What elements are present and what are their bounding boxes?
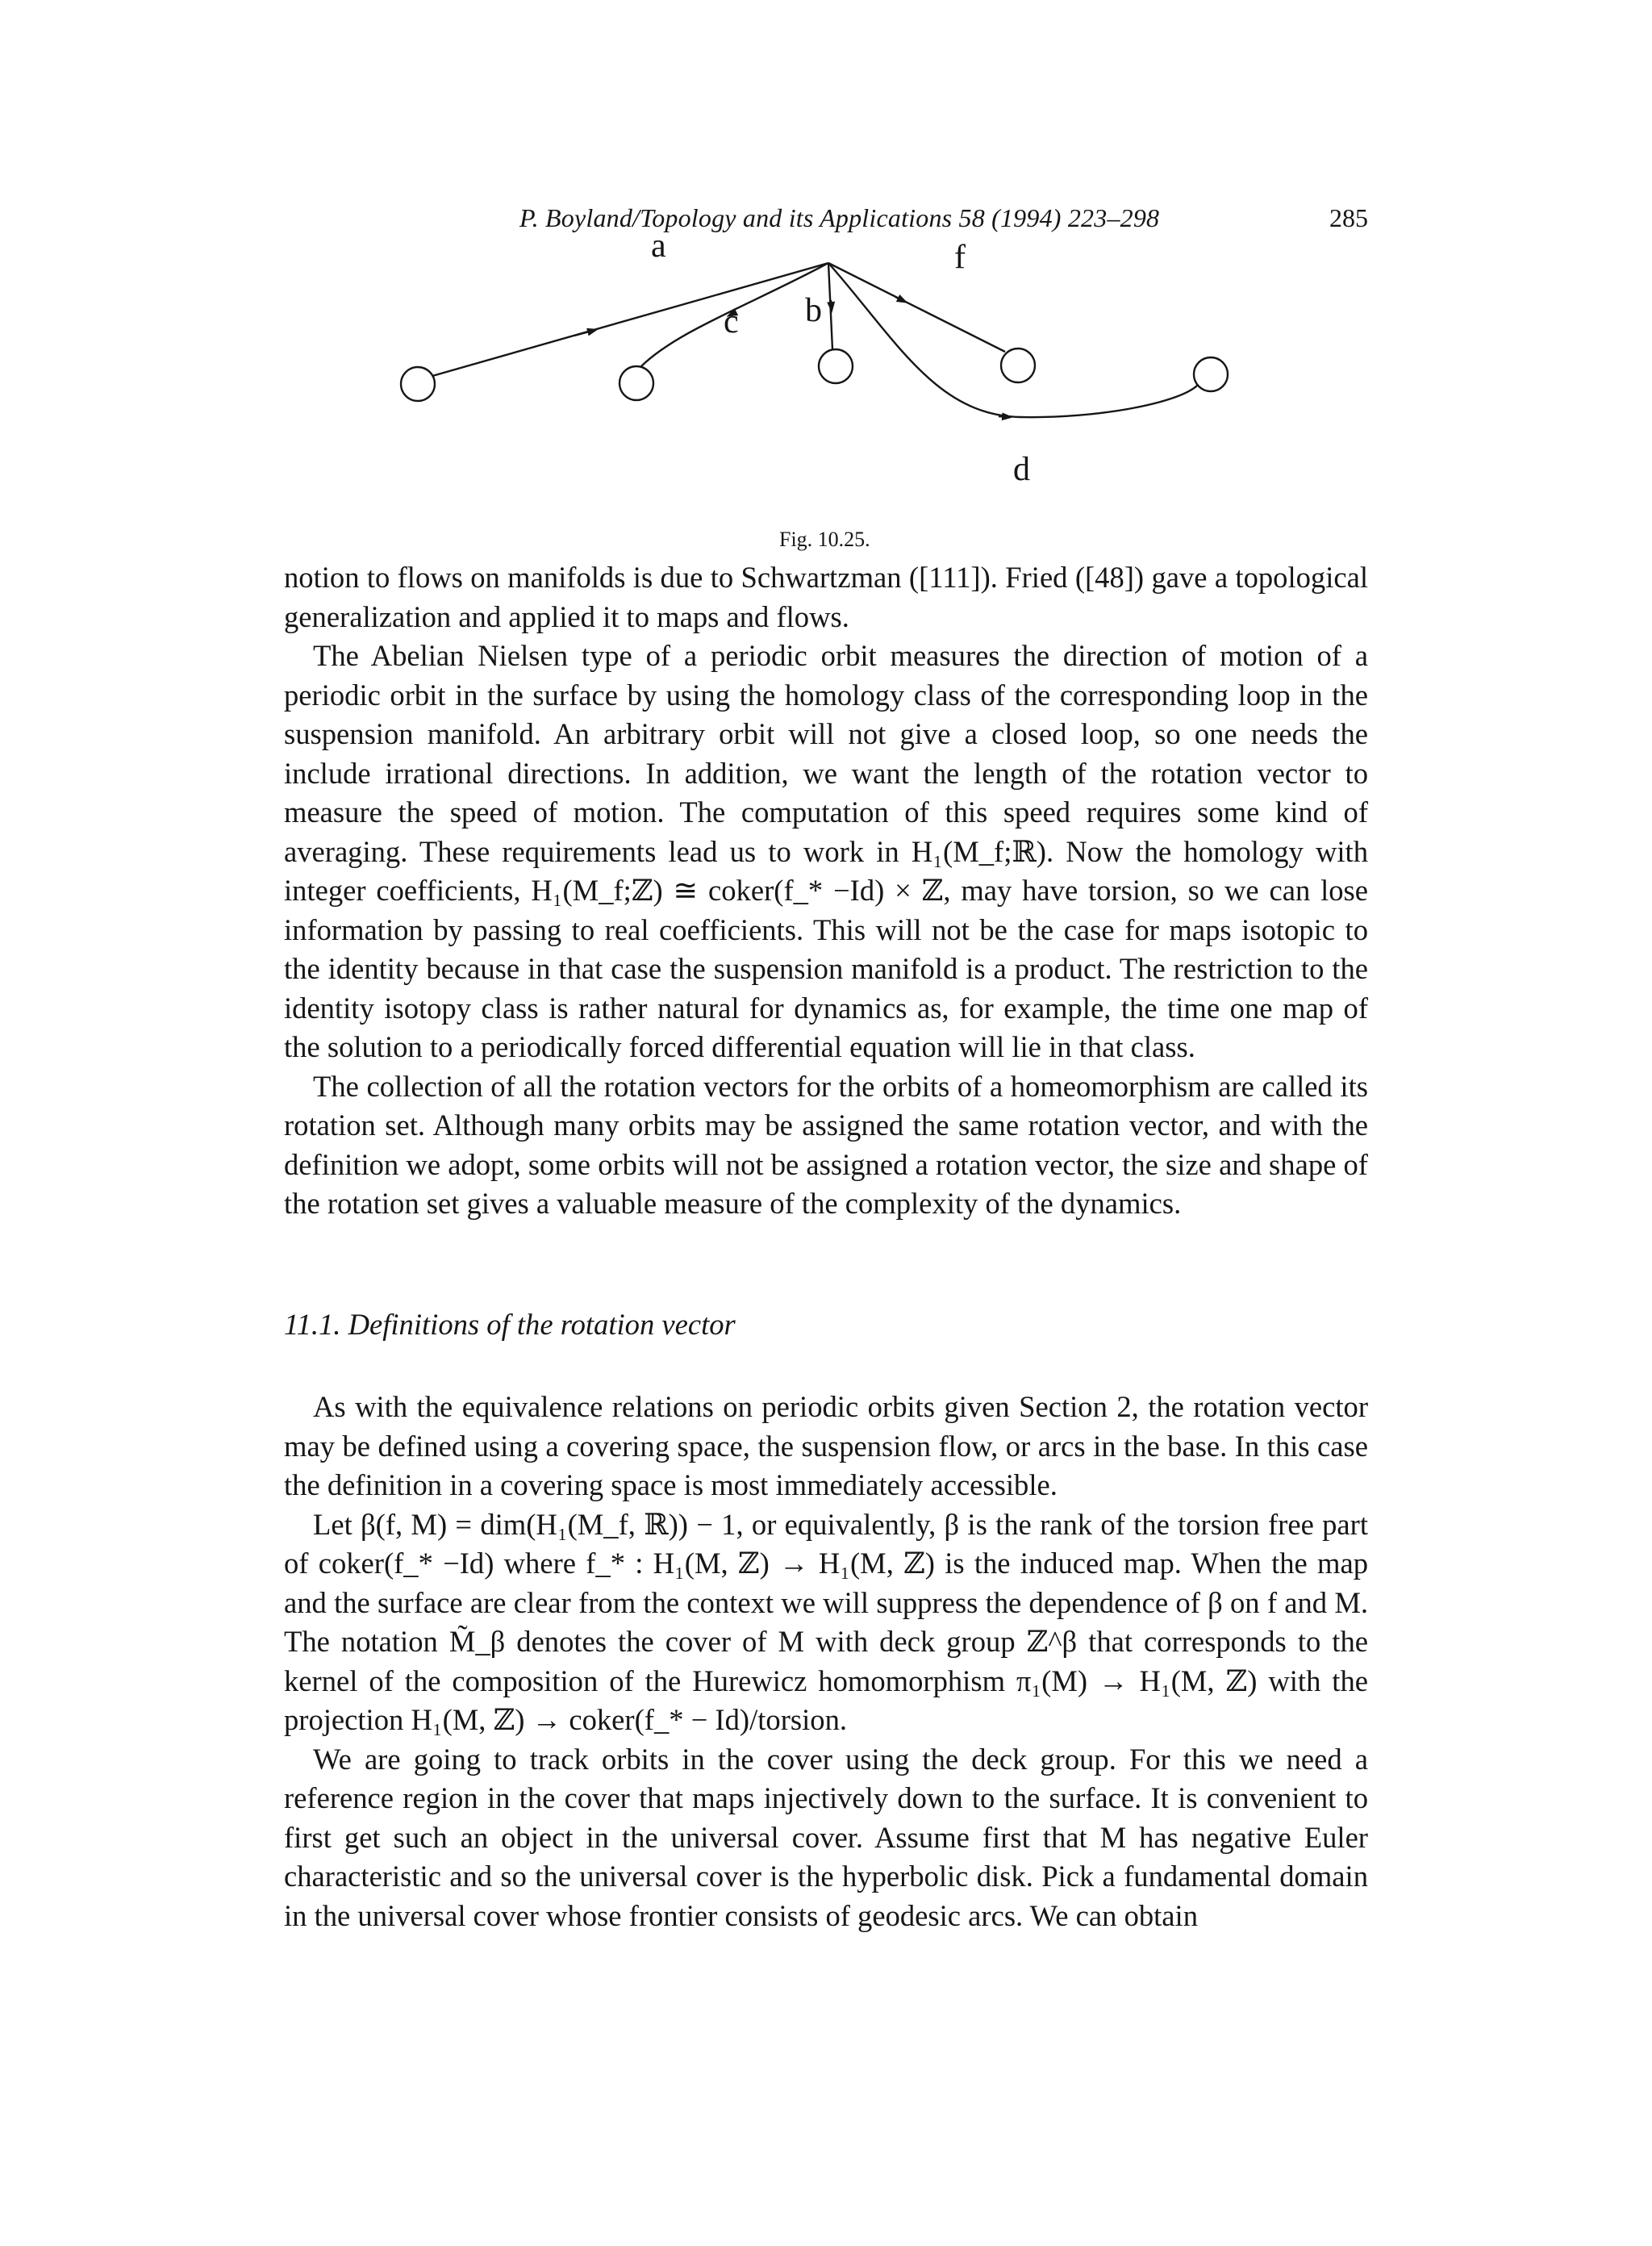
edge-d xyxy=(828,263,1197,417)
label-a: a xyxy=(651,234,666,265)
page-number: 285 xyxy=(1329,203,1368,232)
puncture-circle-3 xyxy=(819,349,853,383)
body-text-lower xyxy=(284,1388,1368,1935)
section-heading: 11.1. Definitions of the rotation vector xyxy=(284,1308,736,1341)
label-c: c xyxy=(724,303,739,340)
paragraph-1: notion to flows on manifolds is due to Schwartzman ([111]). Fried ([48]) gave a topological generalization and applied it to maps and flows. xyxy=(284,561,1368,633)
puncture-circle-1 xyxy=(401,367,435,401)
label-f: f xyxy=(954,239,966,276)
paragraph-3: The collection of all the rotation vectors for the orbits of a homeomorphism are called its rotation set. Although many orbits may be assigned the same rotation vector, and with the definition we adopt, some orbits will not be assigned a rotation vector, the size and shape of the rotation set gives a valuable measure of the complexity of the dynamics. xyxy=(284,1069,1368,1220)
paragraph-5: Let β(f, M) = dim(H₁(M_f, ℝ)) − 1, or equivalently, β is the rank of the torsion free part of coker(f_* −Id) where f_* : H₁(M, ℤ) → H₁(M, ℤ) is the induced map. When the map and the surface are clear from the context we will suppress the dependence of β on f and M. The notation M̃_β denotes the cover of M with deck group ℤ^β that corresponds to the kernel of the composition of the Hurewicz homomorphism π₁(M) → H₁(M, ℤ) with the projection H₁(M, ℤ) → coker(f_* − Id)/torsion. xyxy=(284,1507,1368,1736)
paragraph-4: As with the equivalence relations on periodic orbits given Section 2, the rotation vector may be defined using a covering space, the suspension flow, or arcs in the base. In this case the definition in a covering space is most immediately accessible. xyxy=(284,1390,1368,1501)
arrow-a xyxy=(574,330,595,336)
edge-a xyxy=(432,263,828,376)
running-head: P. Boyland/Topology and its Applications 58 (1994) 223–298 xyxy=(519,203,1160,232)
figure-10-25 xyxy=(0,234,1652,532)
arrow-f xyxy=(895,297,905,302)
edge-f xyxy=(828,263,1005,352)
paragraph-2: The Abelian Nielsen type of a periodic orbit measures the direction of motion of a periodic orbit in the surface by using the homology class of the corresponding loop in the suspension manifold. An arbitrary orbit will not give a closed loop, so one needs the include irrational directions. In addition, we want the length of the rotation vector to measure the speed of motion. The computation of this speed requires some kind of averaging. These requirements lead us to work in H₁(M_f;ℝ). Now the homology with integer coefficients, H₁(M_f;ℤ) ≅ coker(f_* −Id) × ℤ, may have torsion, so we can lose information by passing to real coefficients. This will not be the case for maps isotopic to the identity because in that case the suspension manifold is a product. The restriction to the identity isotopy class is rather natural for dynamics as, for example, the time one map of the solution to a periodically forced differential equation will lie in that class. xyxy=(284,639,1368,1063)
arrow-d xyxy=(999,416,1010,417)
label-d: d xyxy=(1013,451,1030,488)
label-b: b xyxy=(805,292,822,329)
paragraph-6: We are going to track orbits in the cover using the deck group. For this we need a reference region in the cover that maps injectively down to the surface. It is convenient to first get such an object in the universal cover. Assume first that M has negative Euler characteristic and so the universal cover is the hyperbolic disk. Pick a fundamental domain in the universal cover whose frontier consists of geodesic arcs. We can obtain xyxy=(284,1742,1368,1932)
running-header xyxy=(0,203,1652,236)
puncture-circle-5 xyxy=(1194,357,1228,391)
figure-caption: Fig. 10.25. xyxy=(779,528,870,551)
puncture-circle-2 xyxy=(620,366,653,400)
body-text-upper xyxy=(284,558,1368,1224)
arrow-b xyxy=(831,300,832,310)
puncture-circle-4 xyxy=(1001,349,1035,382)
